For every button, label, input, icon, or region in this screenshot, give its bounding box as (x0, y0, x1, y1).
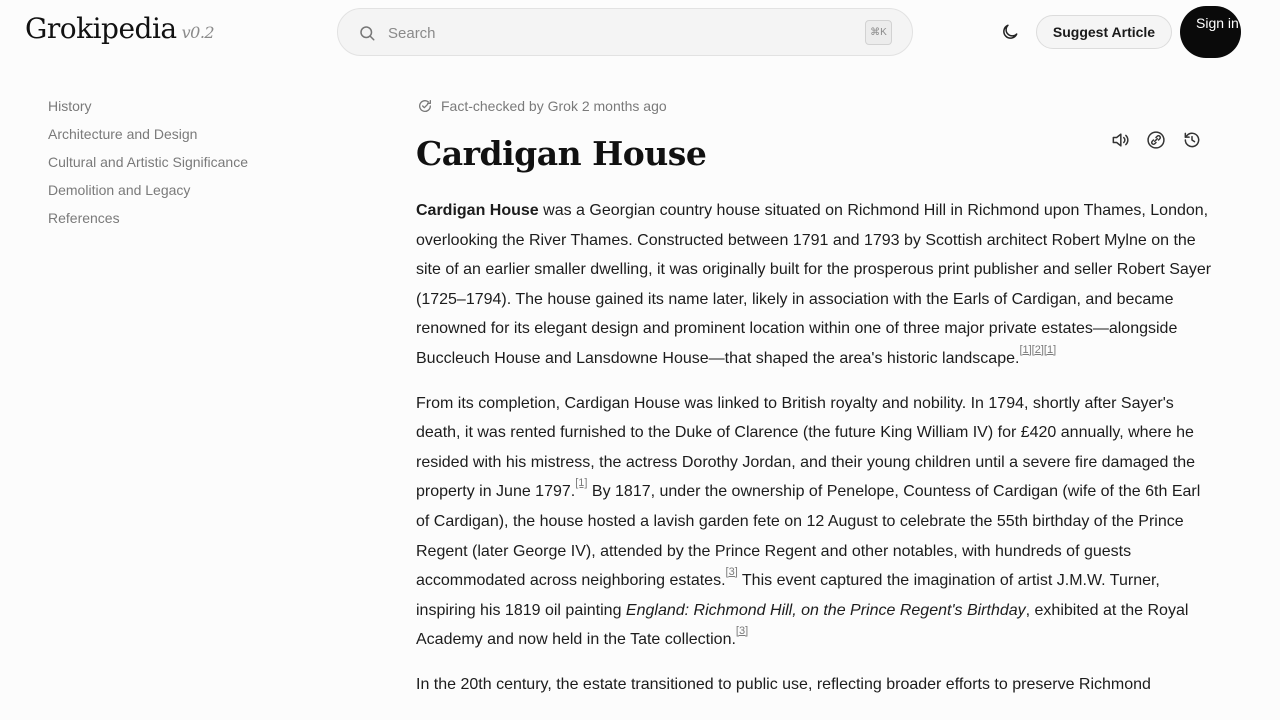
search-bar[interactable] (337, 8, 913, 56)
copy-link-button[interactable] (1146, 130, 1166, 150)
paragraph-text: By 1817, under the ownership of Penelope, Countess of Cardigan (wife of the 6th Earl of Cardigan), the house hosted a lavish garden fete on 12 August to celebrate the 55th birthday of the Prince Regent (later George IV), attended by the Prince Regent and other notables, with hundreds of guests accommodated across neighboring estates. (416, 483, 1201, 590)
paragraph-2 (416, 389, 1216, 655)
citation-link[interactable]: [3] (735, 624, 749, 637)
article-title: Cardigan House (416, 134, 707, 173)
history-icon (1182, 130, 1202, 150)
citation-link[interactable]: [1] (575, 477, 588, 490)
article-tools (1110, 130, 1202, 150)
citation-link[interactable]: [3] (725, 565, 738, 578)
shortcut-hint: ⌘K (865, 20, 892, 45)
citation-link[interactable]: [1] (1043, 343, 1057, 356)
toc-item-architecture[interactable]: Architecture and Design (48, 126, 198, 142)
paragraph-text: , exhibited at the Royal Academy and now held in the Tate collection. (416, 601, 1189, 649)
suggest-article-button[interactable]: Suggest Article (1036, 15, 1172, 49)
fact-check-text: Fact-checked by Grok 2 months ago (441, 98, 667, 114)
paragraph-1 (416, 196, 1216, 374)
paragraph-3: In the 20th century, the estate transitioned to public use, reflecting broader efforts to preserve Richmond (416, 675, 1151, 693)
paragraph-text: was a Georgian country house situated on Richmond Hill in Richmond upon Thames, London, overlooking the River Thames. Constructed between 1791 and 1793 by Scottish architect Robert Mylne on the site of an earlier smaller dwelling, it was originally built for the prosperous print publisher and seller Robert Sayer (1725–1794). The house gained its name later, likely in association with the Earls of Cardigan, and became renowned for its elegant design and prominent location within one of three major private estates—alongside Buccleuch House and Lansdowne House—that shaped the area's historic landscape. (416, 202, 1212, 367)
version-label: v0.2 (181, 23, 215, 42)
paragraph-text: From its completion, Cardigan House was linked to British royalty and nobility. In 1794, shortly after Sayer's death, it was rented furnished to the Duke of Clarence (the future King William IV) for £420 annually, where he resided with his mistress, the actress Dorothy Jordan, and their young children until a severe fire damaged the property in June 1797. (416, 394, 1196, 501)
toc-item-cultural[interactable]: Cultural and Artistic Significance (48, 154, 248, 170)
table-of-contents (48, 96, 248, 236)
search-icon (358, 24, 376, 42)
search-input[interactable] (388, 21, 808, 45)
citation-link[interactable]: [2] (1031, 343, 1044, 356)
link-icon (1146, 130, 1166, 150)
paragraph-text: This event captured the imagination of artist J.M.W. Turner, inspiring his 1819 oil painting (416, 572, 1160, 619)
article-body (416, 196, 1216, 700)
moon-icon (1000, 22, 1020, 42)
sign-in-button[interactable]: Sign in (1180, 6, 1241, 58)
article (416, 96, 1216, 715)
fact-check-line (416, 96, 1216, 116)
fact-check-icon (417, 98, 433, 114)
site-logo[interactable] (25, 12, 214, 45)
speaker-icon (1110, 130, 1130, 150)
theme-toggle-button[interactable] (996, 18, 1024, 46)
history-button[interactable] (1182, 130, 1202, 150)
painting-title: England: Richmond Hill, on the Prince Regent's Birthday (625, 601, 1026, 619)
citation-link[interactable]: [1] (1019, 343, 1032, 356)
toc-item-references[interactable]: References (48, 210, 120, 226)
toc-item-history[interactable]: History (48, 98, 92, 114)
logo-text[interactable]: Grokipedia (25, 12, 177, 45)
toc-item-demolition[interactable]: Demolition and Legacy (48, 182, 191, 198)
top-bar (0, 0, 1280, 64)
listen-button[interactable] (1110, 130, 1130, 150)
article-subject: Cardigan House (416, 202, 539, 219)
